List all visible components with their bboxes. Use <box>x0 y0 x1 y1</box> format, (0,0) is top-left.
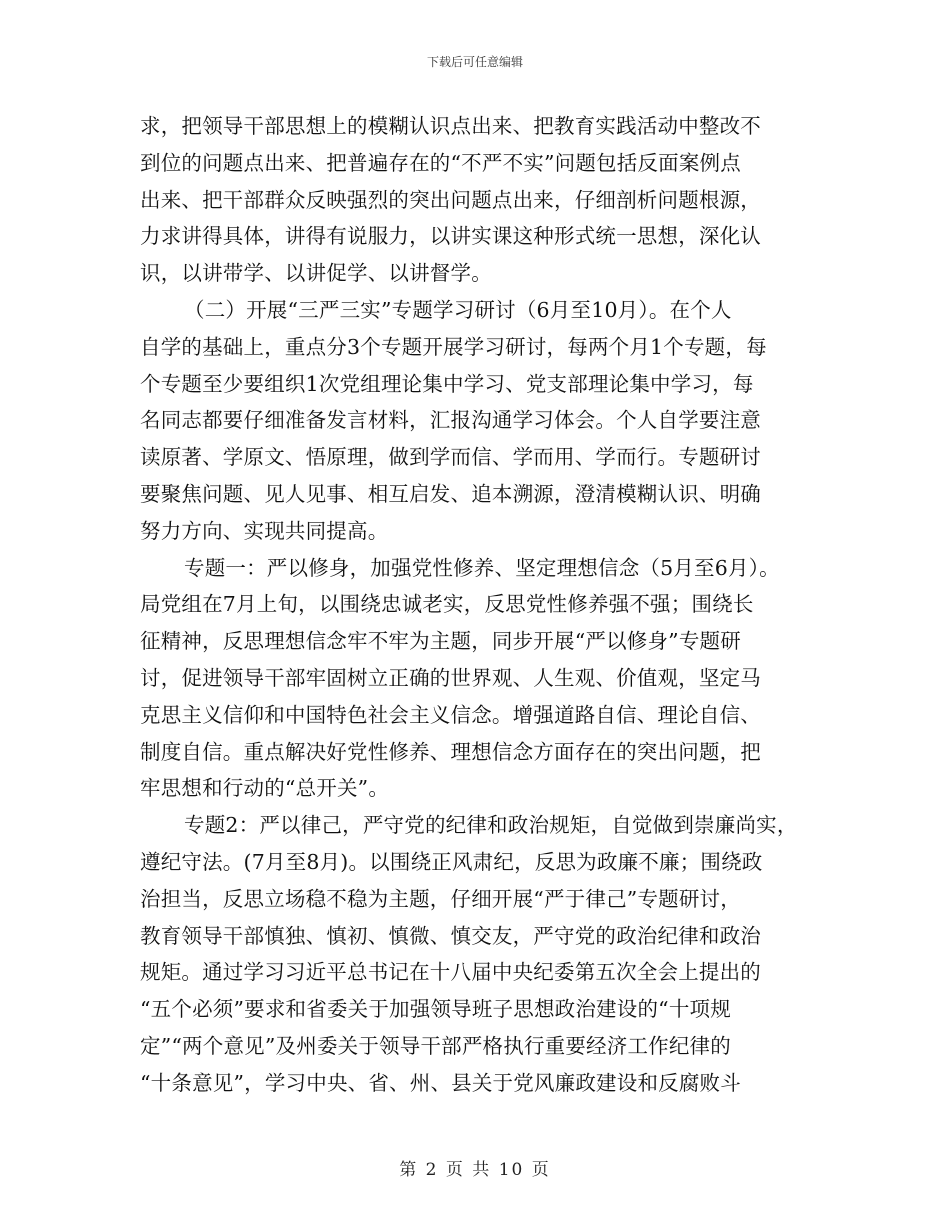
text-line: 名同志都要仔细准备发言材料，汇报沟通学习体会。个人自学要注意 <box>140 408 761 433</box>
text-line: 征精神，反思理想信念牢不牢为主题，同步开展“严以修身”专题研 <box>140 629 741 654</box>
text-line: 读原著、学原文、悟原理，做到学而信、学而用、学而行。专题研讨 <box>140 445 761 470</box>
paragraph <box>140 292 820 550</box>
text-line: 力求讲得具体，讲得有说服力，以讲实课这种形式统一思想，深化认 <box>140 224 761 249</box>
text-line: 教育领导干部慎独、慎初、慎微、慎交友，严守党的政治纪律和政治 <box>140 923 761 948</box>
text-line: 制度自信。重点解决好党性修养、理想信念方面存在的突出问题，把 <box>140 739 761 764</box>
text-line: 定”“两个意见”及州委关于领导干部严格执行重要经济工作纪律的 <box>140 1033 731 1058</box>
text-line: 治担当，反思立场稳不稳为主题，仔细开展“严于律己”专题研讨， <box>140 886 741 911</box>
text-line: 讨，促进领导干部牢固树立正确的世界观、人生观、价值观，坚定马 <box>140 665 761 690</box>
text-line: 克思主义信仰和中国特色社会主义信念。增强道路自信、理论自信、 <box>140 702 761 727</box>
text-line: 要聚焦问题、见人见事、相互启发、追本溯源，澄清模糊认识、明确 <box>140 481 761 506</box>
text-line: 努力方向、实现共同提高。 <box>140 518 389 543</box>
text-line: 专题一：严以修身，加强党性修养、坚定理想信念（5月至6月）。 <box>184 555 780 580</box>
text-line: （二）开展“三严三实”专题学习研讨（6月至10月）。在个人 <box>184 297 732 322</box>
text-line: “五个必须”要求和省委关于加强领导班子思想政治建设的“十项规 <box>140 997 731 1022</box>
paragraph <box>140 807 820 1101</box>
text-line: 专题2：严以律己，严守党的纪律和政治规矩，自觉做到崇廉尚实， <box>184 813 798 838</box>
paragraph <box>140 550 820 808</box>
paragraph <box>140 108 820 292</box>
text-line: 遵纪守法。(7月至8月)。以围绕正风肃纪，反思为政廉不廉；围绕政 <box>140 849 763 874</box>
text-line: 出来、把干部群众反映强烈的突出问题点出来，仔细剖析问题根源， <box>140 187 761 212</box>
text-line: 到位的问题点出来、把普遍存在的“不严不实”问题包括反面案例点 <box>140 150 741 175</box>
page-header: 下载后可任意编辑 <box>426 55 523 69</box>
text-line: 规矩。通过学习习近平总书记在十八届中央纪委第五次全会上提出的 <box>140 960 761 985</box>
text-line: 个专题至少要组织1次党组理论集中学习、党支部理论集中学习，每 <box>140 371 754 396</box>
text-line: 求，把领导干部思想上的模糊认识点出来、把教育实践活动中整改不 <box>140 114 761 138</box>
document-body <box>140 108 820 1102</box>
text-line: “十条意见”，学习中央、省、州、县关于党风廉政建设和反腐败斗 <box>140 1070 741 1095</box>
text-line: 自学的基础上，重点分3个专题开展学习研讨，每两个月1个专题，每 <box>140 334 767 359</box>
text-line: 局党组在7月上旬，以围绕忠诚老实，反思党性修养强不强；围绕长 <box>140 592 754 617</box>
text-line: 识，以讲带学、以讲促学、以讲督学。 <box>140 261 492 286</box>
text-line: 牢思想和行动的“总开关”。 <box>140 776 390 801</box>
page-number: 第 2 页 共 10 页 <box>399 1160 551 1180</box>
